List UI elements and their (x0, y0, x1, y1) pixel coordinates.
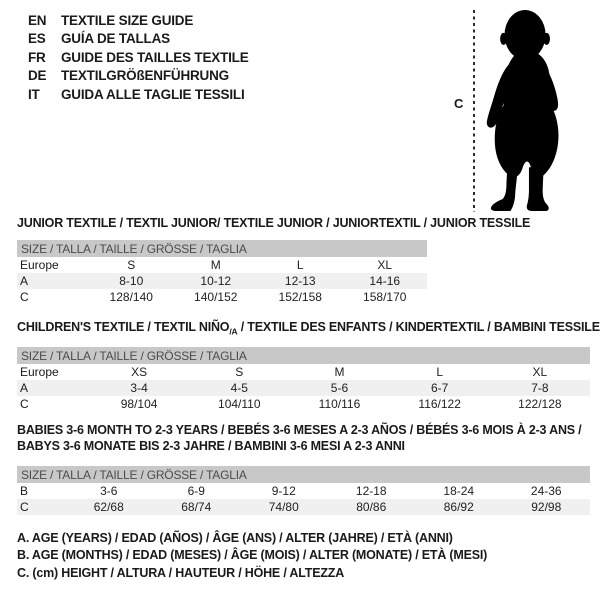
cell: 7-8 (531, 381, 549, 395)
size-header-label: SIZE / TALLA / TAILLE / GRÖSSE / TAGLIA (17, 347, 590, 364)
lang-code: ES (28, 31, 46, 47)
cell: 14-16 (369, 274, 401, 288)
lang-row-fr (28, 49, 249, 67)
size-header-label: SIZE / TALLA / TAILLE / GRÖSSE / TAGLIA (17, 466, 590, 483)
lang-text: GUÍA DE TALLAS (61, 31, 170, 47)
table-size-header-row (17, 347, 590, 364)
children-title-post: / TEXTILE DES ENFANTS / KINDERTEXTIL / BAMBINI TESSILE (237, 320, 600, 334)
cell: 5-6 (330, 381, 349, 395)
height-measure-figure (450, 0, 600, 220)
cell: 86/92 (443, 500, 474, 514)
babies-title-line1: BABIES 3-6 MONTH TO 2-3 YEARS / BEBÉS 3-6 MESES A 2-3 AÑOS / BÉBÉS 3-6 MOIS À 2-3 ANS / (17, 423, 582, 437)
legend-line-a: A. AGE (YEARS) / EDAD (AÑOS) / ÂGE (ANS) / ALTER (JAHRE) / ETÀ (ANNI) (17, 531, 453, 545)
babies-size-table (17, 466, 590, 515)
height-dotted-line (473, 10, 475, 212)
row-label: C (20, 500, 29, 514)
lang-row-es (28, 30, 249, 48)
cell: 122/128 (518, 397, 562, 411)
table-row (17, 499, 590, 515)
table-size-header-row (17, 240, 427, 257)
cell: 68/74 (181, 500, 212, 514)
table-row (17, 380, 590, 396)
cell: M (334, 365, 345, 379)
row-label: B (20, 484, 29, 498)
lang-row-de (28, 67, 249, 85)
row-label: Europe (20, 258, 59, 272)
height-measure-label: C (454, 96, 464, 111)
cell: 74/80 (268, 500, 299, 514)
size-header-label: SIZE / TALLA / TAILLE / GRÖSSE / TAGLIA (17, 240, 427, 257)
lang-text: GUIDE DES TAILLES TEXTILE (61, 49, 249, 65)
lang-row-en (28, 12, 249, 30)
cell: 6-7 (430, 381, 449, 395)
lang-code: IT (28, 86, 40, 102)
cell: S (235, 365, 244, 379)
cell: 18-24 (443, 484, 475, 498)
row-label: C (20, 397, 29, 411)
table-row (17, 273, 427, 289)
cell: 12-13 (284, 274, 316, 288)
row-label: C (20, 290, 29, 304)
children-section-title (17, 320, 600, 340)
cell: 3-4 (130, 381, 148, 395)
cell: 140/152 (194, 290, 238, 304)
cell: 3-6 (100, 484, 118, 498)
language-header (28, 12, 249, 104)
table-row (17, 396, 590, 412)
cell: 110/116 (318, 397, 361, 411)
table-row (17, 483, 590, 499)
babies-title-line2: BABYS 3-6 MONATE BIS 2-3 JAHRE / BAMBINI 3-6 MESI A 2-3 ANNI (17, 438, 405, 453)
cell: 12-18 (355, 484, 387, 498)
cell: 116/122 (418, 397, 461, 411)
cell: L (436, 365, 443, 379)
lang-row-it (28, 86, 249, 104)
lang-text: TEXTILGRÖßENFÜHRUNG (61, 68, 229, 84)
cell: 98/104 (120, 397, 158, 411)
cell: XS (131, 365, 148, 379)
children-title-pre: CHILDREN'S TEXTILE / TEXTIL NIÑO (17, 320, 230, 334)
cell: 6-9 (187, 484, 205, 498)
cell: 9-12 (271, 484, 296, 498)
cell: 4-5 (230, 381, 248, 395)
lang-code: FR (28, 49, 46, 65)
legend-line-c: C. (cm) HEIGHT / ALTURA / HAUTEUR / HÖHE / ALTEZZA (17, 565, 345, 580)
table-row (17, 257, 427, 273)
table-row (17, 289, 427, 305)
babies-section-title (17, 423, 583, 454)
junior-size-table (17, 240, 427, 305)
cell: XL (377, 258, 393, 272)
table-size-header-row (17, 466, 590, 483)
children-size-table (17, 347, 590, 412)
row-label: A (20, 381, 29, 395)
cell: 80/86 (356, 500, 387, 514)
row-label: Europe (20, 365, 59, 379)
cell: 8-10 (119, 274, 144, 288)
cell: 24-36 (530, 484, 562, 498)
cell: S (127, 258, 136, 272)
row-label: A (20, 274, 29, 288)
table-row (17, 364, 590, 380)
lang-text: TEXTILE SIZE GUIDE (61, 13, 194, 28)
cell: XL (532, 365, 548, 379)
cell: M (210, 258, 221, 272)
cell: 104/110 (218, 397, 261, 411)
cell: 152/158 (278, 290, 322, 304)
cell: 10-12 (200, 274, 232, 288)
cell: 128/140 (109, 290, 153, 304)
baby-silhouette-icon (483, 8, 571, 212)
lang-text: GUIDA ALLE TAGLIE TESSILI (61, 86, 245, 102)
lang-code: DE (28, 68, 47, 84)
cell: 92/98 (531, 500, 562, 514)
cell: L (296, 258, 304, 272)
legend-line-b: B. AGE (MONTHS) / EDAD (MESES) / ÂGE (MOIS) / ALTER (MONATE) / ETÀ (MESI) (17, 548, 488, 563)
cell: 158/170 (363, 290, 407, 304)
cell: 62/68 (93, 500, 124, 514)
children-title-sub: /A (229, 326, 238, 337)
junior-section-title: JUNIOR TEXTILE / TEXTIL JUNIOR/ TEXTILE JUNIOR / JUNIORTEXTIL / JUNIOR TESSILE (17, 216, 531, 230)
measure-legend (17, 530, 487, 582)
lang-code: EN (28, 13, 47, 28)
